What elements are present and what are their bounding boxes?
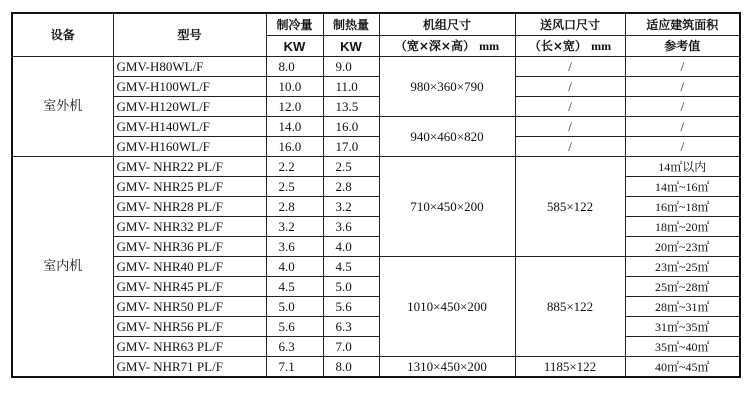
header-unit-size: 机组尺寸 <box>379 13 515 36</box>
header-cooling: 制冷量 <box>266 13 323 36</box>
cell-cooling: 14.0 <box>266 117 323 137</box>
cell-model: GMV- NHR25 PL/F <box>113 177 266 197</box>
table-row <box>12 337 740 357</box>
cell-heating: 4.5 <box>323 257 379 277</box>
cell-heating: 5.6 <box>323 297 379 317</box>
header-outlet-size: 送风口尺寸 <box>515 13 625 36</box>
outlet-size-dims-label: （长×宽） <box>528 39 587 53</box>
group-indoor: 室内机 <box>12 157 113 378</box>
header-device: 设备 <box>12 13 113 57</box>
cell-area: 28㎡~31㎡ <box>625 297 740 317</box>
cell-outlet: 1185×122 <box>515 357 625 378</box>
table-row <box>12 317 740 337</box>
table-row <box>12 297 740 317</box>
cell-model: GMV- NHR40 PL/F <box>113 257 266 277</box>
cell-model: GMV- NHR71 PL/F <box>113 357 266 378</box>
cell-heating: 6.3 <box>323 317 379 337</box>
table-row <box>12 217 740 237</box>
header-model: 型号 <box>113 13 266 57</box>
cell-model: GMV- NHR22 PL/F <box>113 157 266 177</box>
cell-heating: 8.0 <box>323 357 379 378</box>
cell-cooling: 4.0 <box>266 257 323 277</box>
cell-heating: 16.0 <box>323 117 379 137</box>
cell-cooling: 6.3 <box>266 337 323 357</box>
cell-area: 14㎡~16㎡ <box>625 177 740 197</box>
cell-area: / <box>625 77 740 97</box>
cell-cooling: 3.6 <box>266 237 323 257</box>
table-row <box>12 77 740 97</box>
cell-cooling: 2.2 <box>266 157 323 177</box>
header-cooling-unit: KW <box>266 36 323 57</box>
cell-model: GMV- NHR28 PL/F <box>113 197 266 217</box>
cell-outlet: / <box>515 77 625 97</box>
cell-model: GMV-H140WL/F <box>113 117 266 137</box>
cell-cooling: 3.2 <box>266 217 323 237</box>
cell-area: 16㎡~18㎡ <box>625 197 740 217</box>
table-row <box>12 237 740 257</box>
table-row <box>12 177 740 197</box>
cell-outlet: / <box>515 97 625 117</box>
table-row <box>12 257 740 277</box>
cell-heating: 13.5 <box>323 97 379 117</box>
cell-cooling: 2.5 <box>266 177 323 197</box>
cell-cooling: 4.5 <box>266 277 323 297</box>
cell-model: GMV-H80WL/F <box>113 57 266 77</box>
cell-area: / <box>625 97 740 117</box>
cell-area: 25㎡~28㎡ <box>625 277 740 297</box>
spec-table <box>11 12 741 378</box>
header-area-sub: 参考值 <box>625 36 740 57</box>
cell-model: GMV-H160WL/F <box>113 137 266 157</box>
cell-model: GMV- NHR36 PL/F <box>113 237 266 257</box>
cell-outlet: / <box>515 57 625 77</box>
cell-outlet: 885×122 <box>515 257 625 357</box>
cell-area: 14㎡以内 <box>625 157 740 177</box>
cell-cooling: 10.0 <box>266 77 323 97</box>
cell-heating: 2.5 <box>323 157 379 177</box>
group-outdoor: 室外机 <box>12 57 113 157</box>
cell-area: 35㎡~40㎡ <box>625 337 740 357</box>
cell-model: GMV- NHR50 PL/F <box>113 297 266 317</box>
cell-outlet: 585×122 <box>515 157 625 257</box>
cell-heating: 3.2 <box>323 197 379 217</box>
cell-area: 23㎡~25㎡ <box>625 257 740 277</box>
table-row <box>12 117 740 137</box>
cell-model: GMV-H100WL/F <box>113 77 266 97</box>
cell-model: GMV- NHR63 PL/F <box>113 337 266 357</box>
cell-area: / <box>625 117 740 137</box>
cell-heating: 2.8 <box>323 177 379 197</box>
cell-area: / <box>625 137 740 157</box>
cell-heating: 7.0 <box>323 337 379 357</box>
table-row <box>12 57 740 77</box>
header-heating-unit: KW <box>323 36 379 57</box>
table-row <box>12 357 740 378</box>
header-outlet-size-detail <box>515 36 625 57</box>
table-row <box>12 137 740 157</box>
cell-area: 20㎡~23㎡ <box>625 237 740 257</box>
cell-area: 18㎡~20㎡ <box>625 217 740 237</box>
header-area: 适应建筑面积 <box>625 13 740 36</box>
cell-cooling: 7.1 <box>266 357 323 378</box>
cell-model: GMV- NHR56 PL/F <box>113 317 266 337</box>
outlet-size-unit: mm <box>591 39 612 53</box>
table-row <box>12 277 740 297</box>
cell-model: GMV- NHR32 PL/F <box>113 217 266 237</box>
cell-unit-dims: 710×450×200 <box>379 157 515 257</box>
unit-size-dims-label: （宽×深×高） <box>394 39 475 53</box>
cell-heating: 4.0 <box>323 237 379 257</box>
cell-cooling: 8.0 <box>266 57 323 77</box>
cell-cooling: 16.0 <box>266 137 323 157</box>
cell-heating: 3.6 <box>323 217 379 237</box>
cell-cooling: 12.0 <box>266 97 323 117</box>
header-unit-size-detail <box>379 36 515 57</box>
table-row <box>12 157 740 177</box>
cell-area: 40㎡~45㎡ <box>625 357 740 378</box>
cell-unit-dims: 940×460×820 <box>379 117 515 157</box>
cell-area: / <box>625 57 740 77</box>
header-heating: 制热量 <box>323 13 379 36</box>
cell-heating: 5.0 <box>323 277 379 297</box>
cell-outlet: / <box>515 137 625 157</box>
cell-cooling: 5.0 <box>266 297 323 317</box>
cell-outlet: / <box>515 117 625 137</box>
cell-unit-dims: 1310×450×200 <box>379 357 515 378</box>
cell-heating: 9.0 <box>323 57 379 77</box>
unit-size-unit: mm <box>479 39 500 53</box>
table-row <box>12 197 740 217</box>
cell-area: 31㎡~35㎡ <box>625 317 740 337</box>
cell-heating: 17.0 <box>323 137 379 157</box>
cell-unit-dims: 1010×450×200 <box>379 257 515 357</box>
cell-model: GMV- NHR45 PL/F <box>113 277 266 297</box>
cell-unit-dims: 980×360×790 <box>379 57 515 117</box>
cell-cooling: 5.6 <box>266 317 323 337</box>
cell-heating: 11.0 <box>323 77 379 97</box>
table-row <box>12 97 740 117</box>
cell-cooling: 2.8 <box>266 197 323 217</box>
cell-model: GMV-H120WL/F <box>113 97 266 117</box>
